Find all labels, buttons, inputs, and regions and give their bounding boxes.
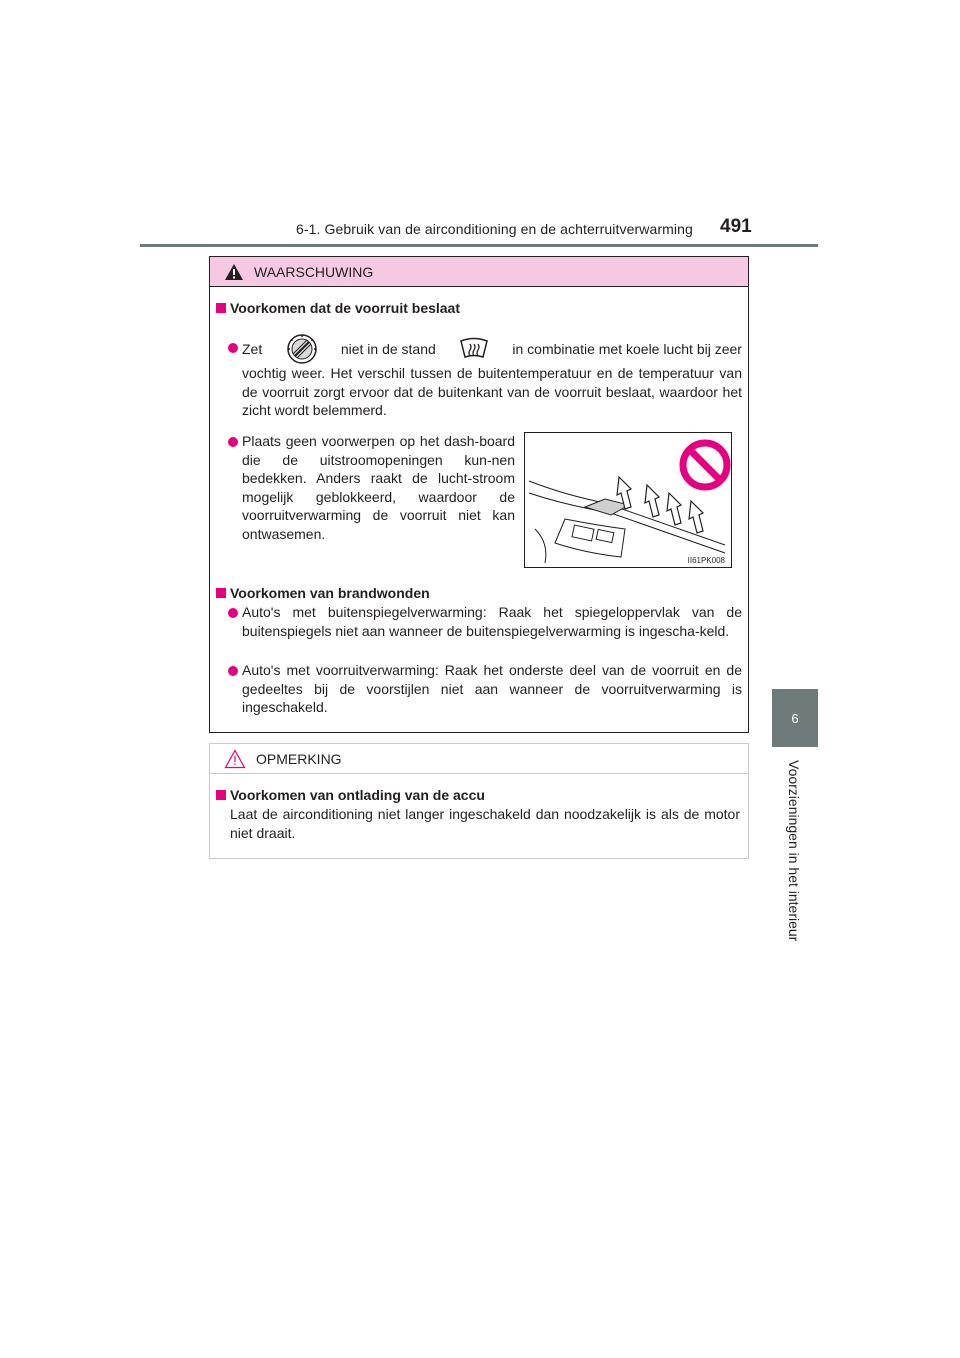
bullet-burns-1: Auto's met buitenspiegelverwarming: Raak het spiegeloppervlak van de buitenspiegels niet aan wanneer de buitenspiegelverwarming is ingescha-keld. (242, 604, 742, 639)
section-title-battery: Voorkomen van ontlading van de accu (216, 787, 485, 803)
bullet-first-line: Zet niet in de stand in combinatie met koele lucht bij zeer (242, 334, 742, 364)
chapter-number: 6 (791, 710, 799, 726)
running-header-title: 6-1. Gebruik van de airconditioning en de achterruitverwarming (296, 221, 693, 237)
bullet-burns-2: Auto's met voorruitverwarming: Raak het onderste deel van de voorruit en de gedeeltes bij de voorstijlen niet aan wanneer de voorruitverwarming is ingeschakeld. (242, 662, 742, 715)
section-title-burns: Voorkomen van brandwonden (216, 585, 430, 601)
notice-heading: OPMERKING (256, 750, 342, 767)
notice-box (209, 743, 749, 859)
warning-triangle-icon (224, 263, 244, 281)
dashboard-illustration-drawing (525, 433, 731, 567)
warning-header (210, 257, 748, 287)
square-bullet-icon (216, 588, 226, 598)
battery-notice-text: Laat de airconditioning niet langer ingeschakeld dan noodzakelijk is als de motor niet draait. (230, 806, 740, 841)
page-number: 491 (720, 216, 752, 237)
bullet-fogging-2: Plaats geen voorwerpen op het dash-board die de uitstroomopeningen kun-nen bedekken. Anders raakt de lucht-stroom mogelijk geblokkeerd, waardoor de voorruitverwarming de voorruit niet kan ontwasemen. (242, 433, 515, 542)
figure-code: II61PK008 (687, 556, 725, 565)
air-intake-dial-icon (286, 333, 318, 365)
header-rule (140, 244, 818, 247)
round-bullet-icon (228, 666, 238, 676)
warning-heading: WAARSCHUWING (254, 263, 374, 280)
notice-header (210, 744, 748, 774)
square-bullet-icon (216, 790, 226, 800)
bullet-fogging-1 (242, 334, 742, 420)
warning-box (209, 256, 749, 733)
caution-triangle-icon (224, 749, 246, 769)
round-bullet-icon (228, 343, 238, 353)
dashboard-vents-illustration (524, 432, 732, 568)
chapter-tab (772, 689, 818, 747)
bullet-rest-text: vochtig weer. Het verschil tussen de buitentemperatuur en de temperatuur van de voorruit zorgt ervoor dat de buitenkant van de voorruit beslaat, waardoor het zicht wordt belemmerd. (242, 365, 742, 418)
section-title-fogging: Voorkomen dat de voorruit beslaat (216, 300, 460, 316)
round-bullet-icon (228, 608, 238, 618)
square-bullet-icon (216, 303, 226, 313)
chapter-label: Voorzieningen in het interieur (786, 760, 802, 942)
round-bullet-icon (228, 437, 238, 447)
windshield-defroster-icon (459, 337, 489, 361)
